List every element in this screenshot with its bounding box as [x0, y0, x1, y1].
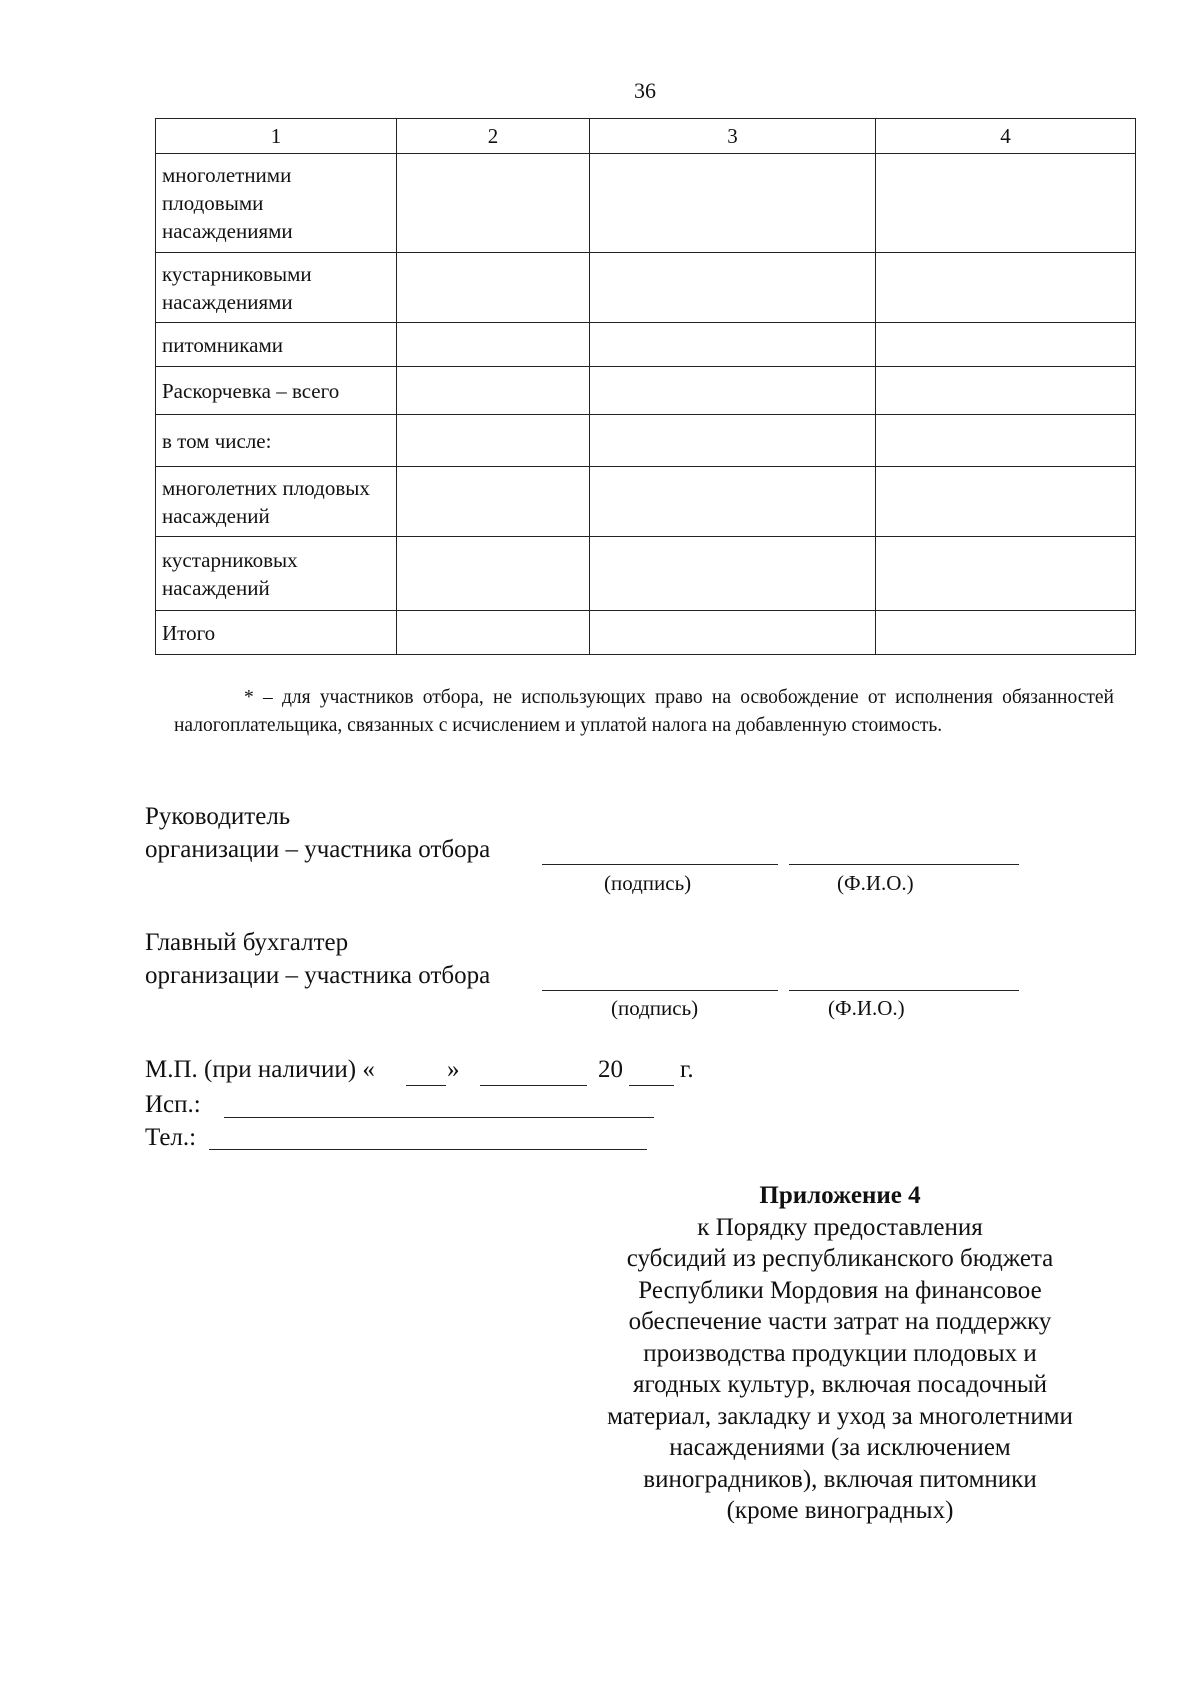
- accountant-signature-line[interactable]: [542, 990, 778, 991]
- table-cell[interactable]: [876, 323, 1136, 367]
- appendix-line: обеспечение части затрат на поддержку: [628, 1308, 1052, 1335]
- head-org-label: организации – участника отбора: [145, 836, 491, 863]
- column-header: 4: [876, 119, 1136, 154]
- month-line[interactable]: [480, 1085, 587, 1086]
- row-label: многолетними плодовыми насаждениями: [156, 154, 397, 253]
- table-cell[interactable]: [590, 611, 876, 655]
- table-cell[interactable]: [397, 415, 590, 467]
- table-cell[interactable]: [397, 154, 590, 253]
- table-row: [156, 323, 1136, 367]
- head-title: Руководитель: [145, 803, 291, 830]
- appendix-line: (кроме виноградных): [726, 1497, 954, 1524]
- table-cell[interactable]: [397, 611, 590, 655]
- table-cell[interactable]: [397, 253, 590, 323]
- column-header: 1: [156, 119, 397, 154]
- appendix-line: производства продукции плодовых и: [643, 1339, 1037, 1367]
- appendix-line: к Порядку предоставления: [697, 1213, 983, 1241]
- row-label: многолетних плодовых насаждений: [156, 467, 397, 537]
- table-cell[interactable]: [590, 154, 876, 253]
- table-cell[interactable]: [590, 467, 876, 537]
- head-name-caption: (Ф.И.О.): [837, 871, 914, 895]
- close-quote: »: [447, 1056, 460, 1083]
- row-label: Раскорчевка – всего: [156, 367, 397, 415]
- footnote: * – для участников отбора, не использующих право на освобождение от исполнения обязанностей налогоплательщика, связанных с исчислением и уплатой налога на добавленную стоимость.: [174, 687, 1114, 736]
- table-row: [156, 415, 1136, 467]
- table-row: [156, 253, 1136, 323]
- row-label: Итого: [156, 611, 397, 655]
- table-cell[interactable]: [590, 323, 876, 367]
- appendix-title: Приложение 4: [759, 1182, 921, 1209]
- accountant-signature-caption: (подпись): [611, 996, 699, 1020]
- subsidy-table: [155, 118, 1136, 655]
- table-cell[interactable]: [590, 537, 876, 611]
- appendix-line: материал, закладку и уход за многолетними: [607, 1402, 1073, 1430]
- table-row: [156, 467, 1136, 537]
- column-header: 3: [590, 119, 876, 154]
- executor-label: Исп.:: [145, 1091, 201, 1118]
- table-cell[interactable]: [876, 467, 1136, 537]
- accountant-name-caption: (Ф.И.О.): [828, 996, 905, 1020]
- row-label: кустарниковых насаждений: [156, 537, 397, 611]
- appendix-line: виноградников), включая питомники: [643, 1465, 1037, 1493]
- table-cell[interactable]: [876, 611, 1136, 655]
- table-cell[interactable]: [876, 415, 1136, 467]
- table-cell[interactable]: [397, 467, 590, 537]
- table-row: [156, 611, 1136, 655]
- column-header: 2: [397, 119, 590, 154]
- row-label: питомниками: [156, 323, 397, 367]
- year-prefix: 20: [598, 1056, 623, 1083]
- stamp-date-prefix: М.П. (при наличии) «: [145, 1056, 375, 1083]
- table-row: [156, 367, 1136, 415]
- table-cell[interactable]: [590, 253, 876, 323]
- appendix-line: субсидий из республиканского бюджета: [626, 1245, 1054, 1272]
- table-header-row: [156, 119, 1136, 154]
- appendix-block: [570, 1180, 1110, 1527]
- table-cell[interactable]: [876, 154, 1136, 253]
- appendix-line: насаждениями (за исключением: [669, 1434, 1011, 1461]
- table-cell[interactable]: [876, 537, 1136, 611]
- appendix-line: ягодных культур, включая посадочный: [632, 1371, 1048, 1398]
- year-suffix: г.: [680, 1056, 694, 1083]
- table-cell[interactable]: [397, 367, 590, 415]
- table-cell[interactable]: [397, 537, 590, 611]
- row-label: в том числе:: [156, 415, 397, 467]
- head-name-line[interactable]: [789, 864, 1019, 865]
- table-cell[interactable]: [590, 415, 876, 467]
- executor-line[interactable]: [224, 1117, 654, 1118]
- head-signature-caption: (подпись): [604, 871, 692, 895]
- table-cell[interactable]: [397, 323, 590, 367]
- accountant-org-label: организации – участника отбора: [145, 962, 491, 989]
- year-line[interactable]: [629, 1085, 674, 1086]
- table-cell[interactable]: [876, 253, 1136, 323]
- row-label: кустарниковыми насаждениями: [156, 253, 397, 323]
- accountant-name-line[interactable]: [789, 990, 1019, 991]
- head-signature-line[interactable]: [542, 864, 778, 865]
- phone-label: Тел.:: [145, 1124, 197, 1151]
- appendix-line: Республики Мордовия на финансовое: [638, 1276, 1042, 1304]
- table-row: [156, 154, 1136, 253]
- table-row: [156, 537, 1136, 611]
- accountant-title: Главный бухгалтер: [145, 929, 349, 956]
- phone-line[interactable]: [209, 1149, 647, 1150]
- page-number: 36: [634, 78, 656, 103]
- table-cell[interactable]: [876, 367, 1136, 415]
- day-line[interactable]: [406, 1085, 446, 1086]
- table-cell[interactable]: [590, 367, 876, 415]
